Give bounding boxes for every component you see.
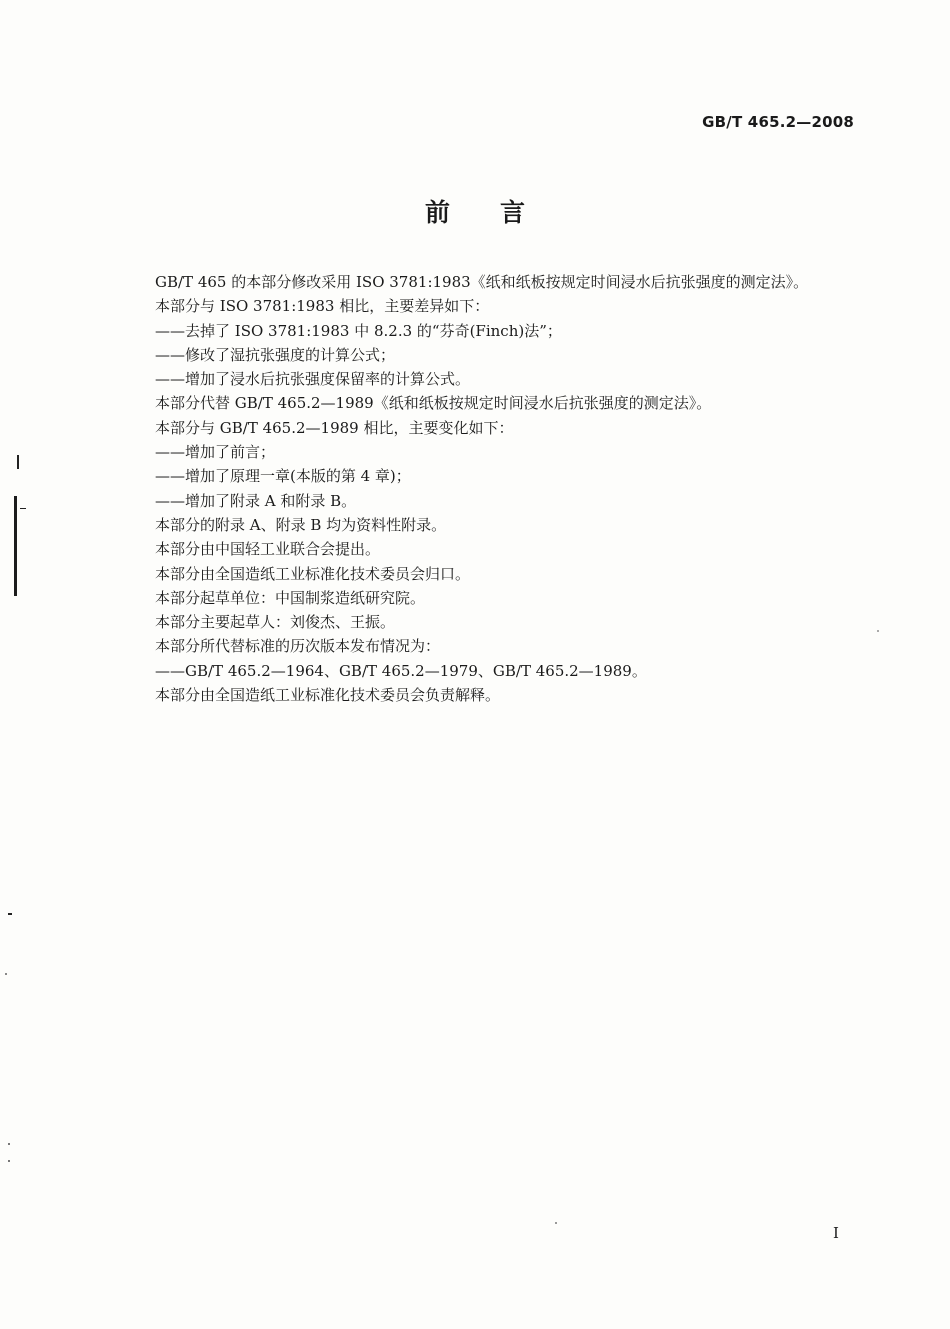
list-item: ——GB/T 465.2—1964、GB/T 465.2—1979、GB/T 465.2—1989。: [155, 661, 647, 680]
list-item: ——增加了前言；: [155, 443, 276, 462]
list-item: ——修改了湿抗张强度的计算公式；: [155, 345, 396, 364]
scan-mark: [8, 1143, 10, 1145]
paragraph: 本部分与 ISO 3781:1983 相比，主要差异如下：: [155, 297, 490, 316]
paragraph: 本部分由中国轻工业联合会提出。: [155, 540, 381, 559]
scan-mark: [5, 973, 7, 975]
page-title: 前言: [424, 198, 575, 227]
paragraph: GB/T 465 的本部分修改采用 ISO 3781:1983《纸和纸板按规定时间浸水后抗张强度的测定法》。: [155, 273, 809, 291]
list-item: ——增加了原理一章(本版的第 4 章)；: [155, 467, 411, 486]
paragraph: 本部分代替 GB/T 465.2—1989《纸和纸板按规定时间浸水后抗张强度的测定法》。: [155, 394, 712, 413]
scan-mark: [8, 1160, 10, 1162]
paragraph: 本部分的附录 A、附录 B 均为资料性附录。: [155, 515, 447, 534]
paragraph: 本部分由全国造纸工业标准化技术委员会归口。: [155, 564, 471, 583]
scan-mark: [555, 1222, 557, 1224]
page-number: I: [833, 1224, 839, 1242]
scan-mark: [20, 508, 26, 509]
paragraph: 本部分主要起草人：刘俊杰、王振。: [155, 613, 396, 632]
paragraph: 本部分所代替标准的历次版本发布情况为：: [155, 637, 441, 656]
standard-code: GB/T 465.2—2008: [702, 113, 854, 131]
foreword-body: [155, 270, 875, 707]
scan-mark: [17, 455, 19, 469]
paragraph: 本部分起草单位：中国制浆造纸研究院。: [155, 588, 426, 607]
scan-mark: [8, 913, 12, 915]
list-item: ——增加了浸水后抗张强度保留率的计算公式。: [155, 370, 471, 389]
list-item: ——去掉了 ISO 3781:1983 中 8.2.3 的“芬奇(Finch)法”；: [155, 321, 562, 340]
scan-mark: [877, 630, 879, 632]
list-item: ——增加了附录 A 和附录 B。: [155, 491, 357, 510]
paragraph: 本部分由全国造纸工业标准化技术委员会负责解释。: [155, 686, 501, 705]
paragraph: 本部分与 GB/T 465.2—1989 相比，主要变化如下：: [155, 418, 514, 437]
scan-mark: [14, 496, 17, 596]
